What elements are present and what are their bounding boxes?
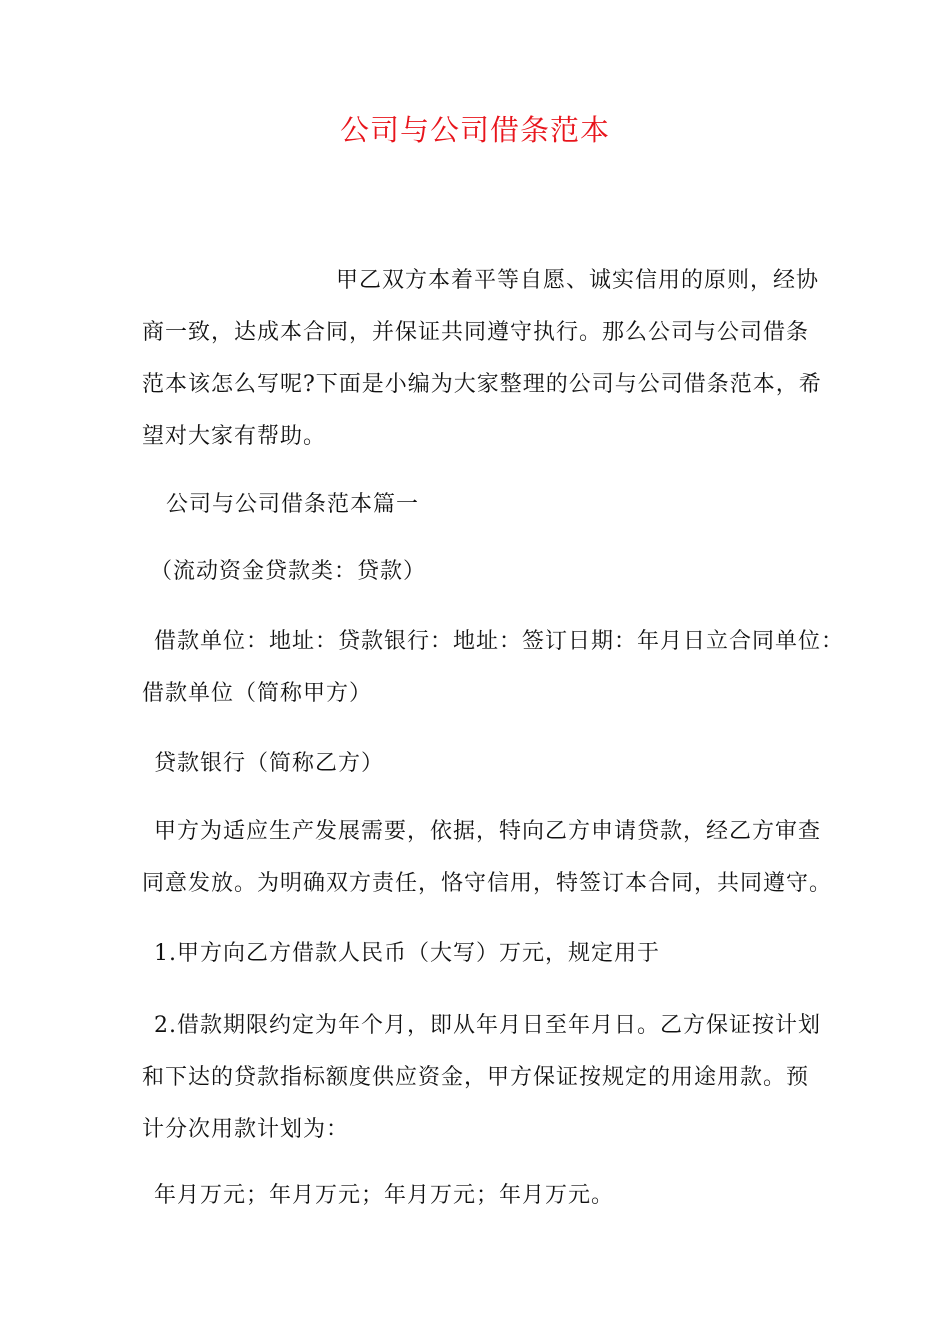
paragraph-line: 甲方为适应生产发展需要，依据，特向乙方申请贷款，经乙方审查 [154,819,822,844]
paragraph-line: 借款单位：地址：贷款银行：地址：签订日期：年月日立合同单位： [154,629,845,654]
intro-paragraph [142,255,822,463]
paragraph-line: 和下达的贷款指标额度供应资金，甲方保证按规定的用途用款。预 [142,1065,810,1090]
clause-1 [142,928,812,980]
paragraph-line: 2.借款期限约定为年个月，即从年月日至年月日。乙方保证按计划 [154,1013,821,1038]
paragraph-line: 计分次用款计划为： [142,1117,350,1142]
section-heading [142,479,812,531]
paragraph-line: 同意发放。为明确双方责任，恪守信用，特签订本合同，共同遵守。 [142,871,833,896]
bank-paragraph [142,738,812,790]
paragraph-line: 借款单位（简称甲方） [142,681,373,706]
parties-paragraph [142,616,845,720]
payment-schedule [142,1170,812,1222]
document-title: 公司与公司借条范本 [339,113,610,147]
purpose-paragraph [142,806,833,910]
paragraph-line: 年月万元；年月万元；年月万元；年月万元。 [154,1183,615,1208]
paragraph-line: （流动资金贷款类：贷款） [150,559,427,584]
paragraph-line: 望对大家有帮助。 [142,424,327,449]
clause-2 [142,1000,821,1156]
paragraph-line: 范本该怎么写呢?下面是小编为大家整理的公司与公司借条范本，希 [142,372,822,397]
paragraph-line: 甲乙双方本着平等自愿、诚实信用的原则，经协 [336,268,820,293]
paragraph-line: 贷款银行（简称乙方） [154,751,385,776]
paragraph-line: 1.甲方向乙方借款人民币（大写）万元，规定用于 [154,941,660,966]
paragraph-line: 公司与公司借条范本篇一 [166,492,420,517]
loan-category [142,546,812,598]
paragraph-line: 商一致，达成本合同，并保证共同遵守执行。那么公司与公司借条 [142,320,810,345]
